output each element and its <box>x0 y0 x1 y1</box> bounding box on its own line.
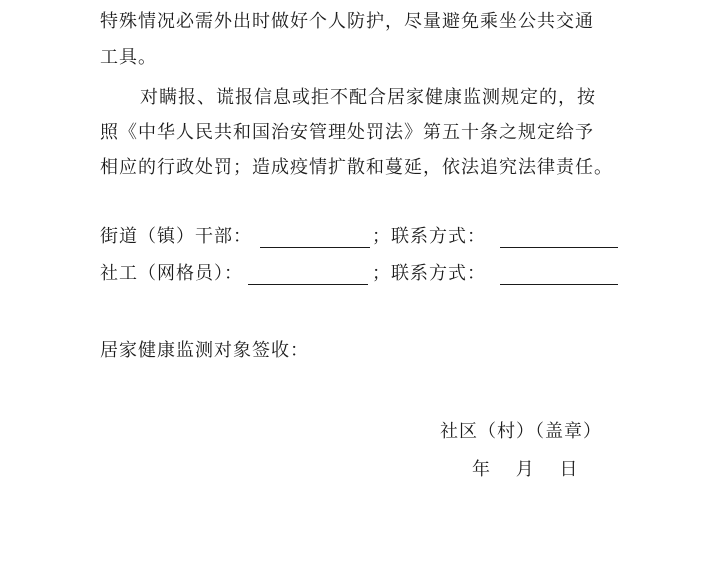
community-seal-label: 社区（村）（盖章） <box>440 421 602 442</box>
paragraph1-line1: 特殊情况必需外出时做好个人防护，尽量避免乘坐公共交通 <box>100 11 594 32</box>
social-worker-contact-label: ；联系方式： <box>372 263 486 284</box>
social-worker-contact-blank[interactable] <box>500 262 618 285</box>
signature-label: 居家健康监测对象签收： <box>100 340 309 361</box>
street-official-contact-label: ；联系方式： <box>372 226 486 247</box>
paragraph2-line3: 相应的行政处罚；造成疫情扩散和蔓延，依法追究法律责任。 <box>100 157 613 178</box>
date-year: 年 <box>472 459 491 480</box>
social-worker-blank[interactable] <box>248 262 368 285</box>
street-official-label: 街道（镇）干部： <box>100 226 252 247</box>
paragraph2-line2: 照《中华人民共和国治安管理处罚法》第五十条之规定给予 <box>100 122 594 143</box>
date-line <box>472 458 596 482</box>
street-official-contact-blank[interactable] <box>500 225 618 248</box>
date-month: 月 <box>515 459 535 480</box>
social-worker-label: 社工（网格员）： <box>100 263 243 284</box>
street-official-blank[interactable] <box>260 225 370 248</box>
date-day: 日 <box>559 459 579 480</box>
paragraph1-line2: 工具。 <box>100 47 157 68</box>
paragraph2-line1: 对瞒报、谎报信息或拒不配合居家健康监测规定的，按 <box>140 87 596 108</box>
